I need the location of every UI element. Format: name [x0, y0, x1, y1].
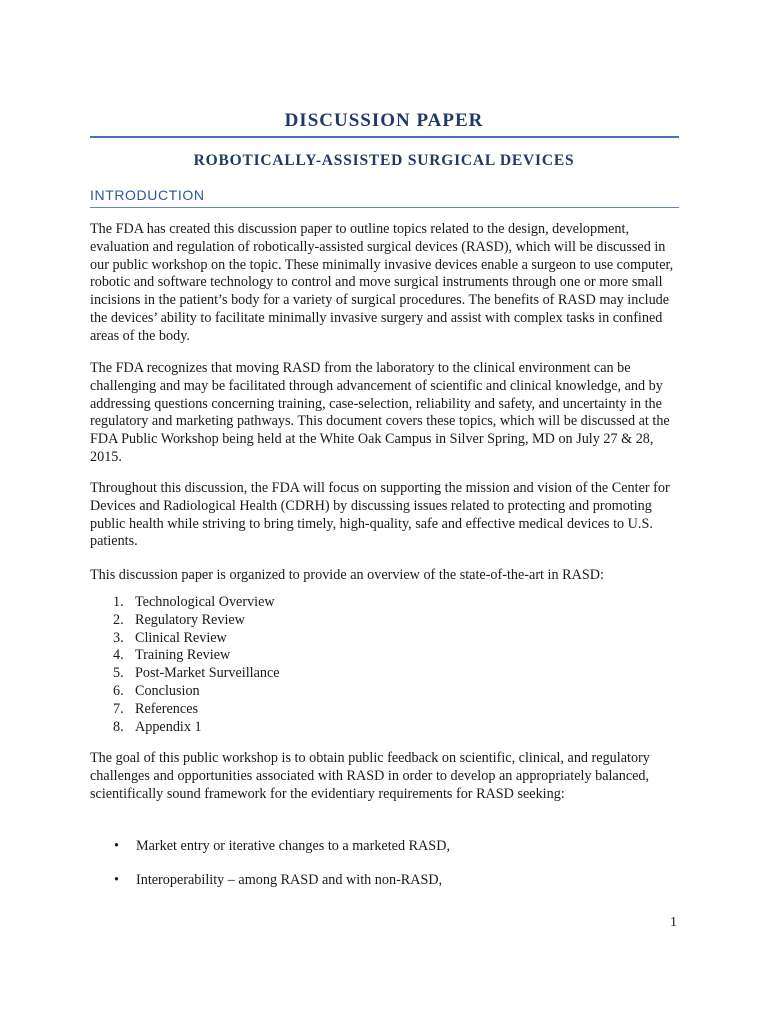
- bullet-list: [90, 838, 678, 906]
- list-number: 2.: [113, 611, 124, 628]
- list-number: 5.: [113, 665, 124, 682]
- list-item-text: Conclusion: [135, 682, 200, 699]
- list-item-text: Appendix 1: [135, 718, 202, 735]
- list-number: 8.: [113, 718, 124, 735]
- document-subtitle: ROBOTICALLY-ASSISTED SURGICAL DEVICES: [193, 152, 575, 169]
- list-number: 1.: [113, 594, 124, 610]
- bullet-item: [90, 872, 678, 890]
- list-number: 3.: [113, 629, 124, 646]
- list-item: [90, 647, 678, 665]
- list-item-text: Clinical Review: [135, 629, 227, 646]
- list-item: [90, 612, 678, 630]
- list-item: [90, 719, 678, 737]
- list-item: [90, 594, 678, 612]
- list-item: [90, 630, 678, 648]
- list-number: 6.: [113, 682, 124, 699]
- bullet-item-text: Market entry or iterative changes to a marketed RASD,: [136, 838, 450, 854]
- paragraph-1: The FDA has created this discussion paper to outline topics related to the design, development, evaluation and regulation of robotically-assisted surgical devices (RASD), which will be discussed in our public workshop on the topic. These minimally invasive devices enable a surgeon to use computer, robotic and software technology to control and move surgical instruments through one or more small incisions in the patient’s body for a variety of surgical procedures. The benefits of RASD may include the devices’ ability to facilitate minimally invasive surgery and assist with complex tasks in confined areas of the body.: [90, 221, 674, 344]
- bullet-item: [90, 838, 678, 856]
- paragraph-5: The goal of this public workshop is to obtain public feedback on scientific, clinical, and regulatory challenges and opportunities associated with RASD in order to develop an appropriately balanced, scientifically sound framework for the evidentiary requirements for RASD seeking:: [90, 750, 650, 802]
- section-heading-introduction: INTRODUCTION: [90, 187, 205, 203]
- list-number: 4.: [113, 647, 124, 664]
- list-item: [90, 701, 678, 719]
- paragraph-2: The FDA recognizes that moving RASD from the laboratory to the clinical environment can be challenging and may be facilitated through advancement of scientific and clinical knowledge, and by addressing questions concerning training, case-selection, reliability and safety, and uncertainty in the regulatory and marketing pathways. This document covers these topics, which will be discussed at the FDA Public Workshop being held at the White Oak Campus in Silver Spring, MD on July 27 & 28, 2015.: [90, 360, 670, 465]
- list-number: 7.: [113, 700, 124, 717]
- list-item-text: Regulatory Review: [135, 611, 245, 628]
- list-item-text: Technological Overview: [135, 594, 275, 610]
- list-item-text: Post-Market Surveillance: [135, 665, 280, 682]
- numbered-list: [90, 594, 678, 736]
- paragraph-3: Throughout this discussion, the FDA will focus on supporting the mission and vision of the Center for Devices and Radiological Health (CDRH) by discussing issues related to protecting and promoting public health while striving to bring timely, high-quality, safe and effective medical devices to U.S. patients.: [90, 480, 670, 550]
- list-item: [90, 683, 678, 701]
- bullet-icon: •: [114, 838, 119, 854]
- bullet-icon: •: [114, 871, 119, 888]
- title-divider: [90, 136, 679, 138]
- document-title: DISCUSSION PAPER: [284, 110, 484, 131]
- paragraph-4: This discussion paper is organized to provide an overview of the state-of-the-art in RASD:: [90, 567, 604, 583]
- bullet-item-text: Interoperability – among RASD and with non-RASD,: [136, 871, 443, 888]
- list-item-text: Training Review: [135, 647, 231, 664]
- section-divider: [90, 207, 679, 208]
- list-item: [90, 665, 678, 683]
- list-item-text: References: [135, 700, 199, 717]
- page-number: 1: [670, 915, 677, 930]
